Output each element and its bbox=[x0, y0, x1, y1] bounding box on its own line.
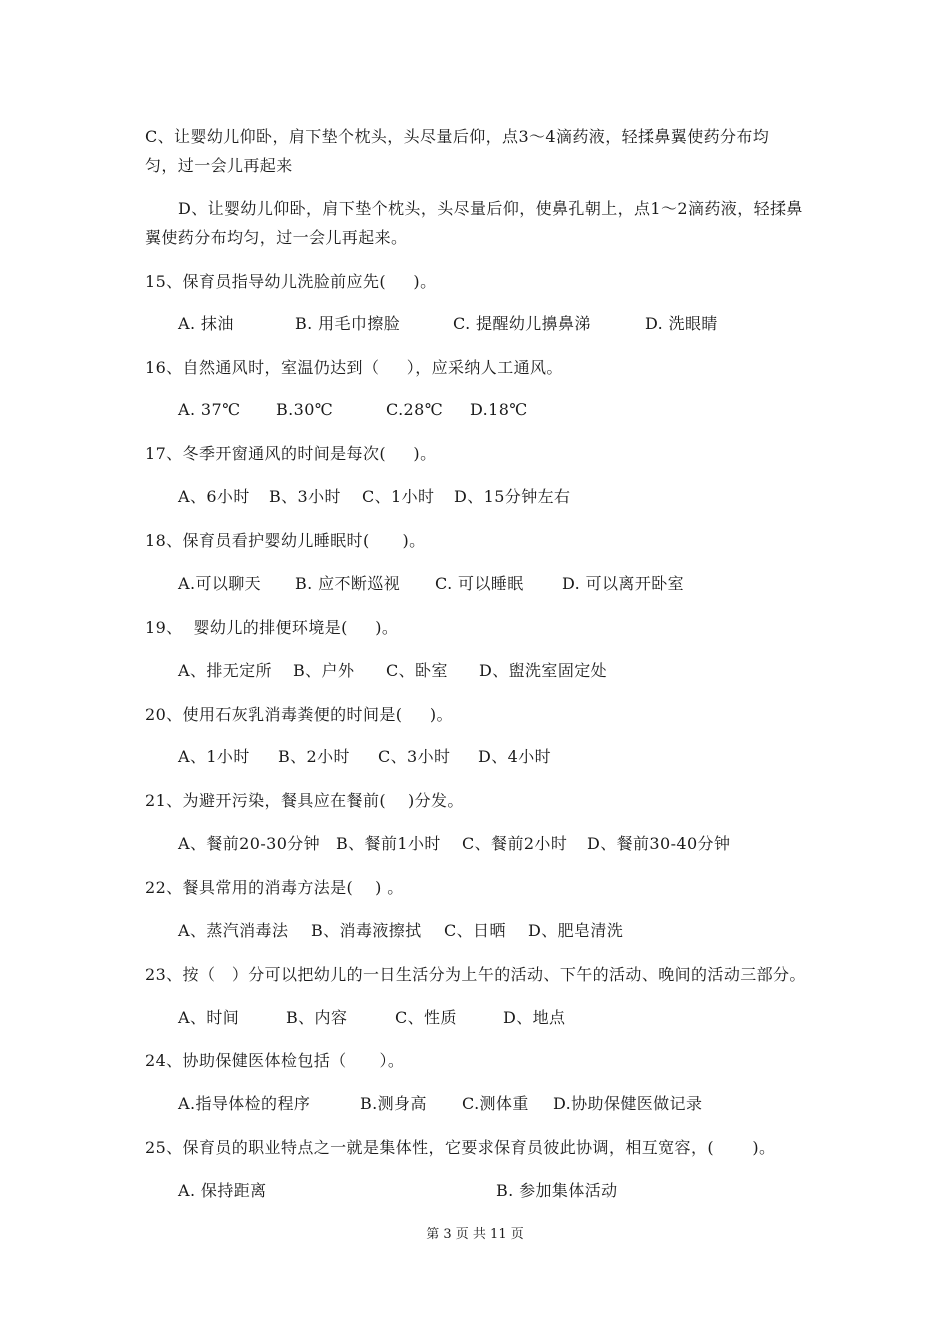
option-d: D. 洗眼睛 bbox=[645, 314, 718, 333]
question-17-options bbox=[178, 486, 858, 508]
option-d: D、4小时 bbox=[478, 747, 552, 766]
question-22-options bbox=[178, 920, 858, 942]
option-d: D、15分钟左右 bbox=[454, 487, 571, 506]
question-16: 16、自然通风时，室温仍达到（ ），应采纳人工通风。 bbox=[145, 358, 563, 377]
option-a: A.指导体检的程序 bbox=[178, 1094, 311, 1113]
option-a: A、蒸汽消毒法 bbox=[178, 921, 289, 940]
option-b: B.测身高 bbox=[360, 1094, 427, 1113]
option-a: A、餐前20-30分钟 bbox=[178, 834, 321, 853]
option-d: D.18℃ bbox=[470, 400, 528, 419]
question-23: 23、按（ ）分可以把幼儿的一日生活分为上午的活动、下午的活动、晚间的活动三部分。 bbox=[145, 965, 806, 984]
question-23-options bbox=[178, 1007, 858, 1029]
option-b: B、户外 bbox=[293, 661, 355, 680]
question-15: 15、保育员指导幼儿洗脸前应先( )。 bbox=[145, 272, 437, 291]
question-18-options bbox=[178, 573, 858, 595]
question-20-options bbox=[178, 746, 858, 768]
option-c: C、卧室 bbox=[386, 661, 448, 680]
question-20: 20、使用石灰乳消毒粪便的时间是( )。 bbox=[145, 705, 453, 724]
option-a: A. 保持距离 bbox=[178, 1181, 267, 1200]
option-d: D、肥皂清洗 bbox=[528, 921, 624, 940]
option-b: B、餐前1小时 bbox=[336, 834, 441, 853]
option-b: B. 参加集体活动 bbox=[496, 1181, 618, 1200]
option-d: D、地点 bbox=[503, 1008, 566, 1027]
option-c: C. 可以睡眠 bbox=[435, 574, 524, 593]
option-b: B.30℃ bbox=[276, 400, 334, 419]
option-c: C、3小时 bbox=[378, 747, 451, 766]
option-a: A、1小时 bbox=[178, 747, 250, 766]
option-c: C.测体重 bbox=[462, 1094, 529, 1113]
option-b: B. 应不断巡视 bbox=[295, 574, 401, 593]
question-18: 18、保育员看护婴幼儿睡眠时( )。 bbox=[145, 531, 426, 550]
question-25: 25、保育员的职业特点之一就是集体性，它要求保育员彼此协调，相互宽容，( )。 bbox=[145, 1138, 776, 1157]
option-c: C、1小时 bbox=[362, 487, 435, 506]
option-a: A、排无定所 bbox=[178, 661, 272, 680]
q14-option-d-line1: D、让婴幼儿仰卧，肩下垫个枕头，头尽量后仰，使鼻孔朝上，点1～2滴药液，轻揉鼻 bbox=[178, 199, 803, 218]
option-d: D.协助保健医做记录 bbox=[553, 1094, 703, 1113]
option-a: A.可以聊天 bbox=[178, 574, 262, 593]
option-b: B、3小时 bbox=[269, 487, 341, 506]
q14-option-d-line2: 翼使药分布均匀，过一会儿再起来。 bbox=[145, 228, 408, 247]
question-25-options bbox=[178, 1180, 858, 1202]
option-c: C、性质 bbox=[395, 1008, 457, 1027]
option-c: C、日晒 bbox=[444, 921, 506, 940]
option-c: C. 提醒幼儿擤鼻涕 bbox=[453, 314, 591, 333]
question-21: 21、为避开污染，餐具应在餐前( )分发。 bbox=[145, 791, 464, 810]
q14-option-c-line1: C、让婴幼儿仰卧，肩下垫个枕头，头尽量后仰，点3～4滴药液，轻揉鼻翼使药分布均 bbox=[145, 127, 770, 146]
option-a: A. 抹油 bbox=[178, 314, 234, 333]
option-c: C、餐前2小时 bbox=[462, 834, 568, 853]
question-15-options bbox=[178, 313, 858, 335]
option-a: A、6小时 bbox=[178, 487, 250, 506]
option-c: C.28℃ bbox=[386, 400, 444, 419]
option-a: A、时间 bbox=[178, 1008, 240, 1027]
q14-option-c-line2: 匀，过一会儿再起来 bbox=[145, 156, 293, 175]
question-22: 22、餐具常用的消毒方法是( ) 。 bbox=[145, 878, 404, 897]
option-b: B、消毒液擦拭 bbox=[311, 921, 422, 940]
option-d: D、盥洗室固定处 bbox=[479, 661, 608, 680]
question-17: 17、冬季开窗通风的时间是每次( )。 bbox=[145, 444, 437, 463]
question-19-options bbox=[178, 660, 858, 682]
option-a: A. 37℃ bbox=[178, 400, 241, 419]
question-21-options bbox=[178, 833, 858, 855]
option-b: B、2小时 bbox=[278, 747, 350, 766]
option-b: B、内容 bbox=[286, 1008, 348, 1027]
question-16-options bbox=[178, 399, 858, 421]
question-24: 24、协助保健医体检包括（ ）。 bbox=[145, 1051, 405, 1070]
option-b: B. 用毛巾擦脸 bbox=[295, 314, 401, 333]
question-24-options bbox=[178, 1093, 858, 1115]
option-d: D. 可以离开卧室 bbox=[562, 574, 685, 593]
page-number-footer: 第 3 页 共 11 页 bbox=[426, 1227, 524, 1242]
option-d: D、餐前30-40分钟 bbox=[587, 834, 731, 853]
question-19: 19、 婴幼儿的排便环境是( )。 bbox=[145, 618, 399, 637]
